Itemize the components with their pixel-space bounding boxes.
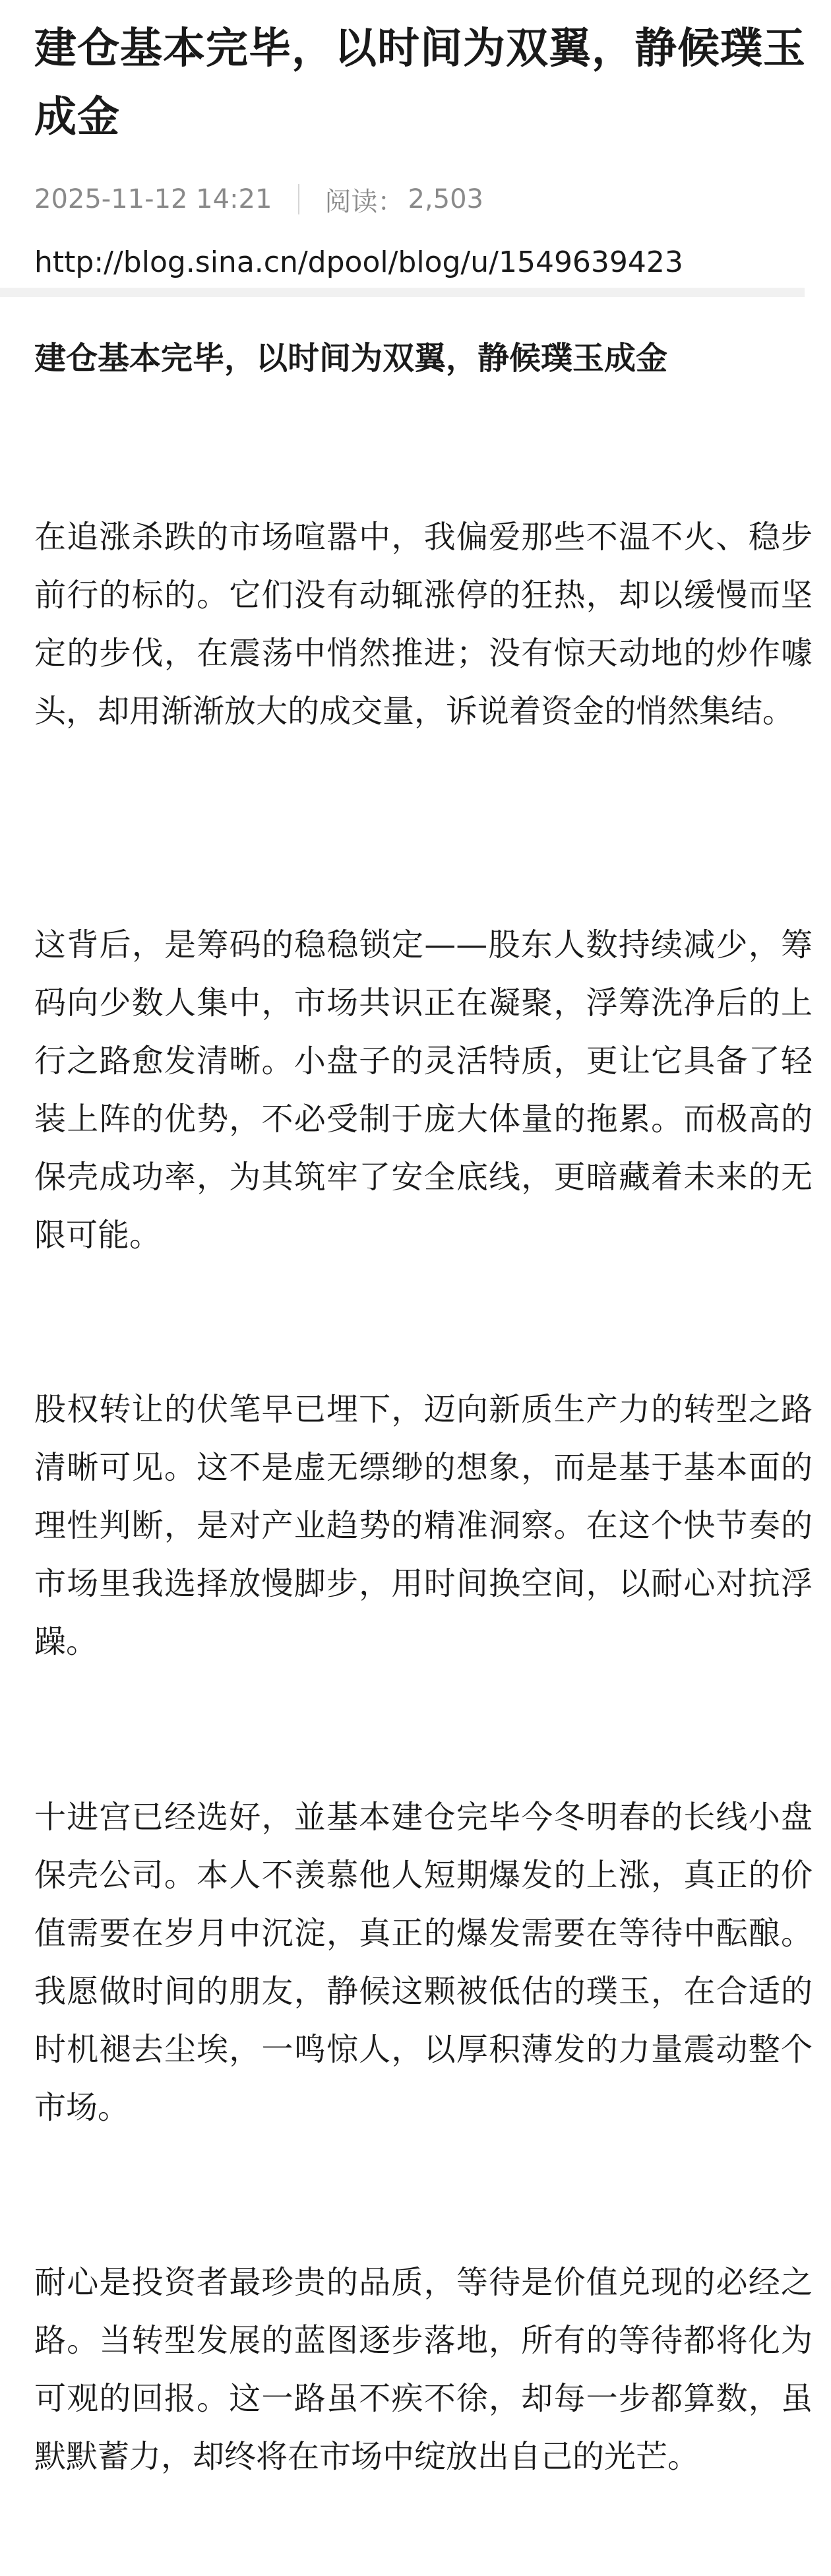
publish-date: 2025-11-12 14:21 (34, 184, 272, 214)
article-paragraph: 在追涨杀跌的市场喧嚣中，我偏爱那些不温不火、稳步前行的标的。它们没有动辄涨停的狂热，却以缓慢而坚定的步伐，在震荡中悄然推进；没有惊天动地的炒作噱头，却用渐渐放大的成交量，诉说着资金的悄然集结。 (34, 519, 813, 730)
article-paragraph: 股权转让的伏笔早已埋下，迈向新质生产力的转型之路清晰可见。这不是虚无缥缈的想象，而是基于基本面的理性判断，是对产业趋势的精准洞察。在这个快节奏的市场里我选择放慢脚步，用时间换空间，以耐心对抗浮躁。 (34, 1391, 813, 1660)
article-paragraph: 耐心是投资者最珍贵的品质，等待是价值兑现的必经之路。当转型发展的蓝图逐步落地，所有的等待都将化为可观的回报。这一路虽不疾不徐，却每一步都算数，虽默默蓄力，却终将在市场中绽放出自己的光芒。 (34, 2264, 813, 2475)
article-subheading: 建仓基本完毕，以时间为双翼，静候璞玉成金 (34, 340, 668, 377)
article-meta (34, 179, 483, 219)
source-link[interactable]: http://blog.sina.cn/dpool/blog/u/1549639423 (34, 245, 683, 279)
read-count: 2,503 (408, 184, 483, 214)
article-paragraph: 十进宫已经选好，並基本建仓完毕今冬明春的长线小盘保壳公司。本人不羡慕他人短期爆发的上涨，真正的价值需要在岁月中沉淀，真正的爆发需要在等待中酝酿。我愿做时间的朋友，静候这颗被低估的璞玉，在合适的时机褪去尘埃，一鸣惊人，以厚积薄发的力量震动整个市场。 (34, 1799, 813, 2126)
article-paragraph: 这背后，是筹码的稳稳锁定——股东人数持续减少，筹码向少数人集中，市场共识正在凝聚，浮筹洗净后的上行之路愈发清晰。小盘子的灵活特质，更让它具备了轻装上阵的优势，不必受制于庞大体量的拖累。而极高的保壳成功率，为其筑牢了安全底线，更暗藏着未来的无限可能。 (34, 926, 813, 1254)
section-divider (0, 288, 805, 297)
article-title: 建仓基本完毕，以时间为双翼，静候璞玉成金 (34, 24, 806, 142)
meta-divider (298, 184, 299, 214)
read-count-label: 阅读： (324, 186, 404, 217)
